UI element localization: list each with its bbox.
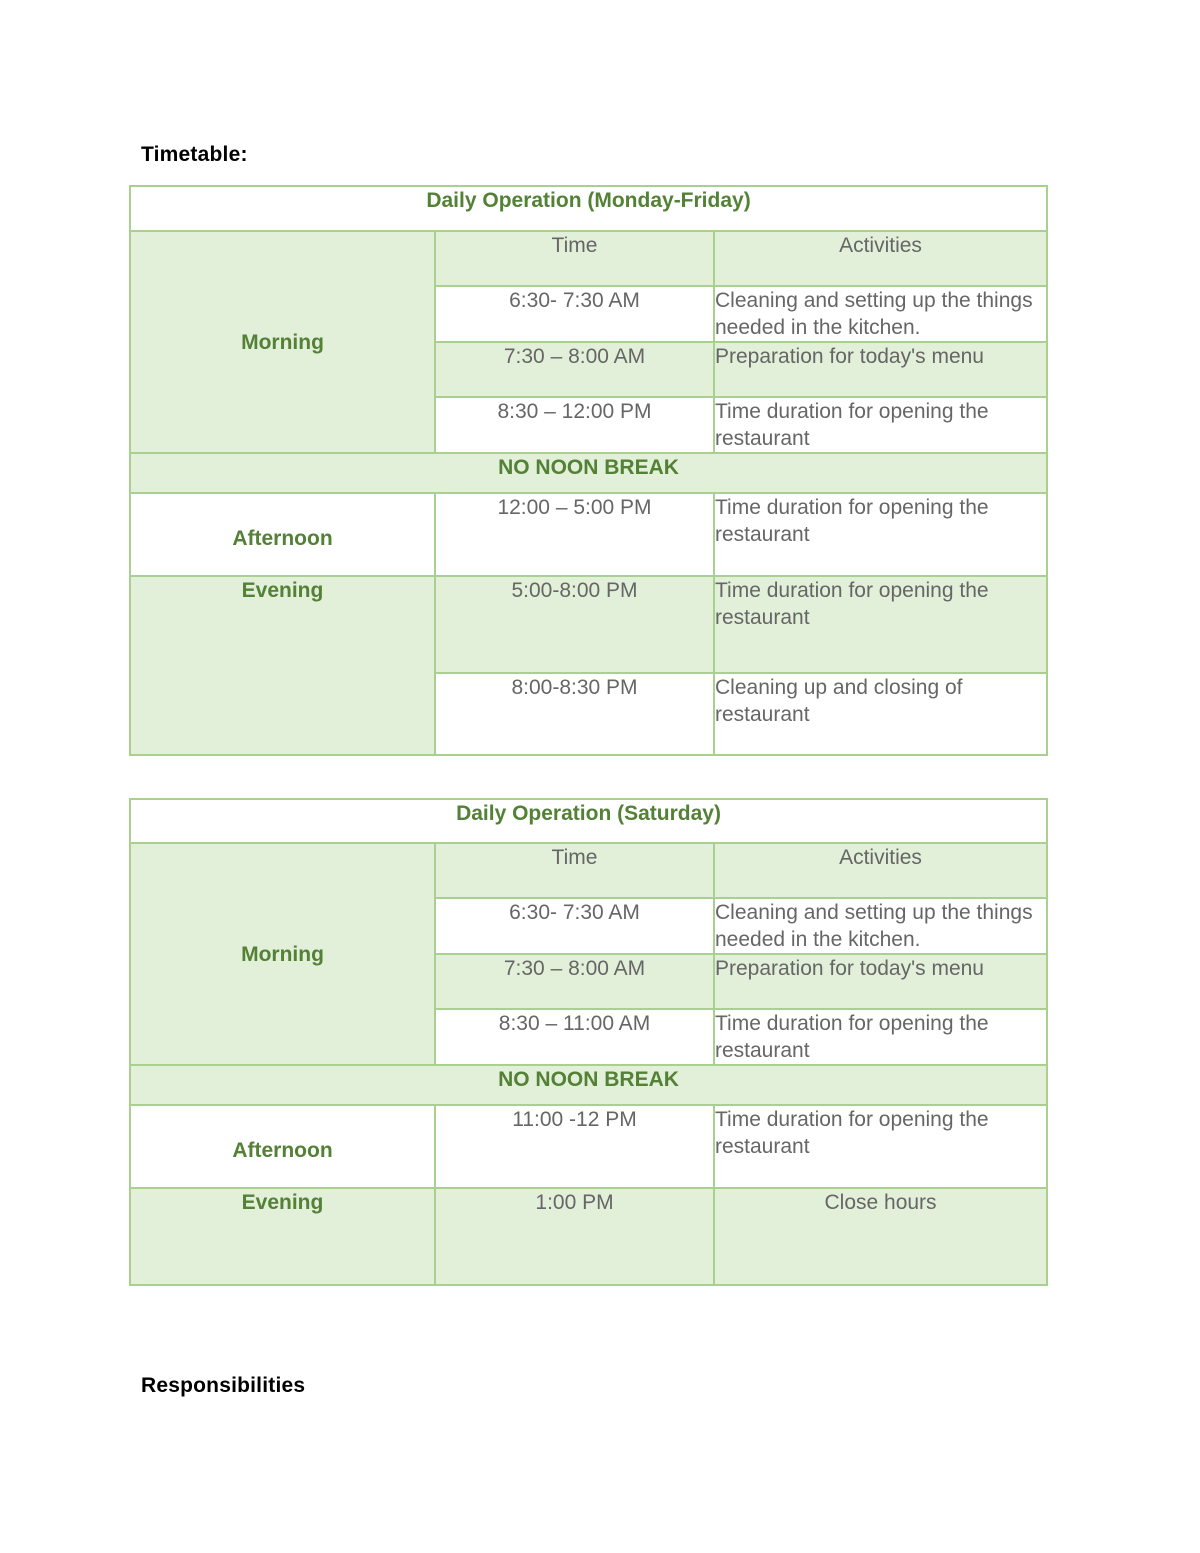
table-title: Daily Operation (Monday-Friday) xyxy=(130,186,1047,231)
no-noon-break-row xyxy=(130,453,1047,493)
activity-cell: Time duration for opening the restaurant xyxy=(714,1105,1047,1188)
column-header-activities: Activities xyxy=(714,843,1047,898)
time-cell: 8:30 – 12:00 PM xyxy=(435,397,714,453)
activity-cell: Close hours xyxy=(714,1188,1047,1285)
time-cell: 11:00 -12 PM xyxy=(435,1105,714,1188)
time-cell: 6:30- 7:30 AM xyxy=(435,898,714,954)
period-evening: Evening xyxy=(130,576,435,755)
activity-cell: Time duration for opening the restaurant xyxy=(714,576,1047,673)
activity-cell: Cleaning and setting up the things needed in the kitchen. xyxy=(714,286,1047,342)
activity-cell: Time duration for opening the restaurant xyxy=(714,397,1047,453)
table-saturday-schedule xyxy=(129,798,1048,1286)
time-cell: 8:30 – 11:00 AM xyxy=(435,1009,714,1065)
activity-cell: Cleaning and setting up the things needed in the kitchen. xyxy=(714,898,1047,954)
activity-cell: Cleaning up and closing of restaurant xyxy=(714,673,1047,755)
period-afternoon: Afternoon xyxy=(130,1105,435,1188)
no-noon-break-label: NO NOON BREAK xyxy=(498,1068,679,1091)
period-evening: Evening xyxy=(130,1188,435,1285)
time-cell: 8:00-8:30 PM xyxy=(435,673,714,755)
heading-timetable: Timetable: xyxy=(141,143,248,166)
no-noon-break-row xyxy=(130,1065,1047,1105)
column-header-time: Time xyxy=(435,843,714,898)
time-cell: 12:00 – 5:00 PM xyxy=(435,493,714,576)
table-title: Daily Operation (Saturday) xyxy=(130,799,1047,843)
column-header-time: Time xyxy=(435,231,714,286)
period-morning: Morning xyxy=(130,843,435,1065)
no-noon-break-label: NO NOON BREAK xyxy=(498,456,679,479)
period-morning: Morning xyxy=(130,231,435,453)
time-cell: 5:00-8:00 PM xyxy=(435,576,714,673)
activity-cell: Time duration for opening the restaurant xyxy=(714,493,1047,576)
time-cell: 1:00 PM xyxy=(435,1188,714,1285)
time-cell: 7:30 – 8:00 AM xyxy=(435,954,714,1009)
activity-cell: Preparation for today's menu xyxy=(714,342,1047,397)
activity-cell: Time duration for opening the restaurant xyxy=(714,1009,1047,1065)
heading-responsibilities: Responsibilities xyxy=(141,1374,306,1397)
time-cell: 7:30 – 8:00 AM xyxy=(435,342,714,397)
period-afternoon: Afternoon xyxy=(130,493,435,576)
table-weekday-schedule xyxy=(129,185,1048,756)
time-cell: 6:30- 7:30 AM xyxy=(435,286,714,342)
column-header-activities: Activities xyxy=(714,231,1047,286)
activity-cell: Preparation for today's menu xyxy=(714,954,1047,1009)
